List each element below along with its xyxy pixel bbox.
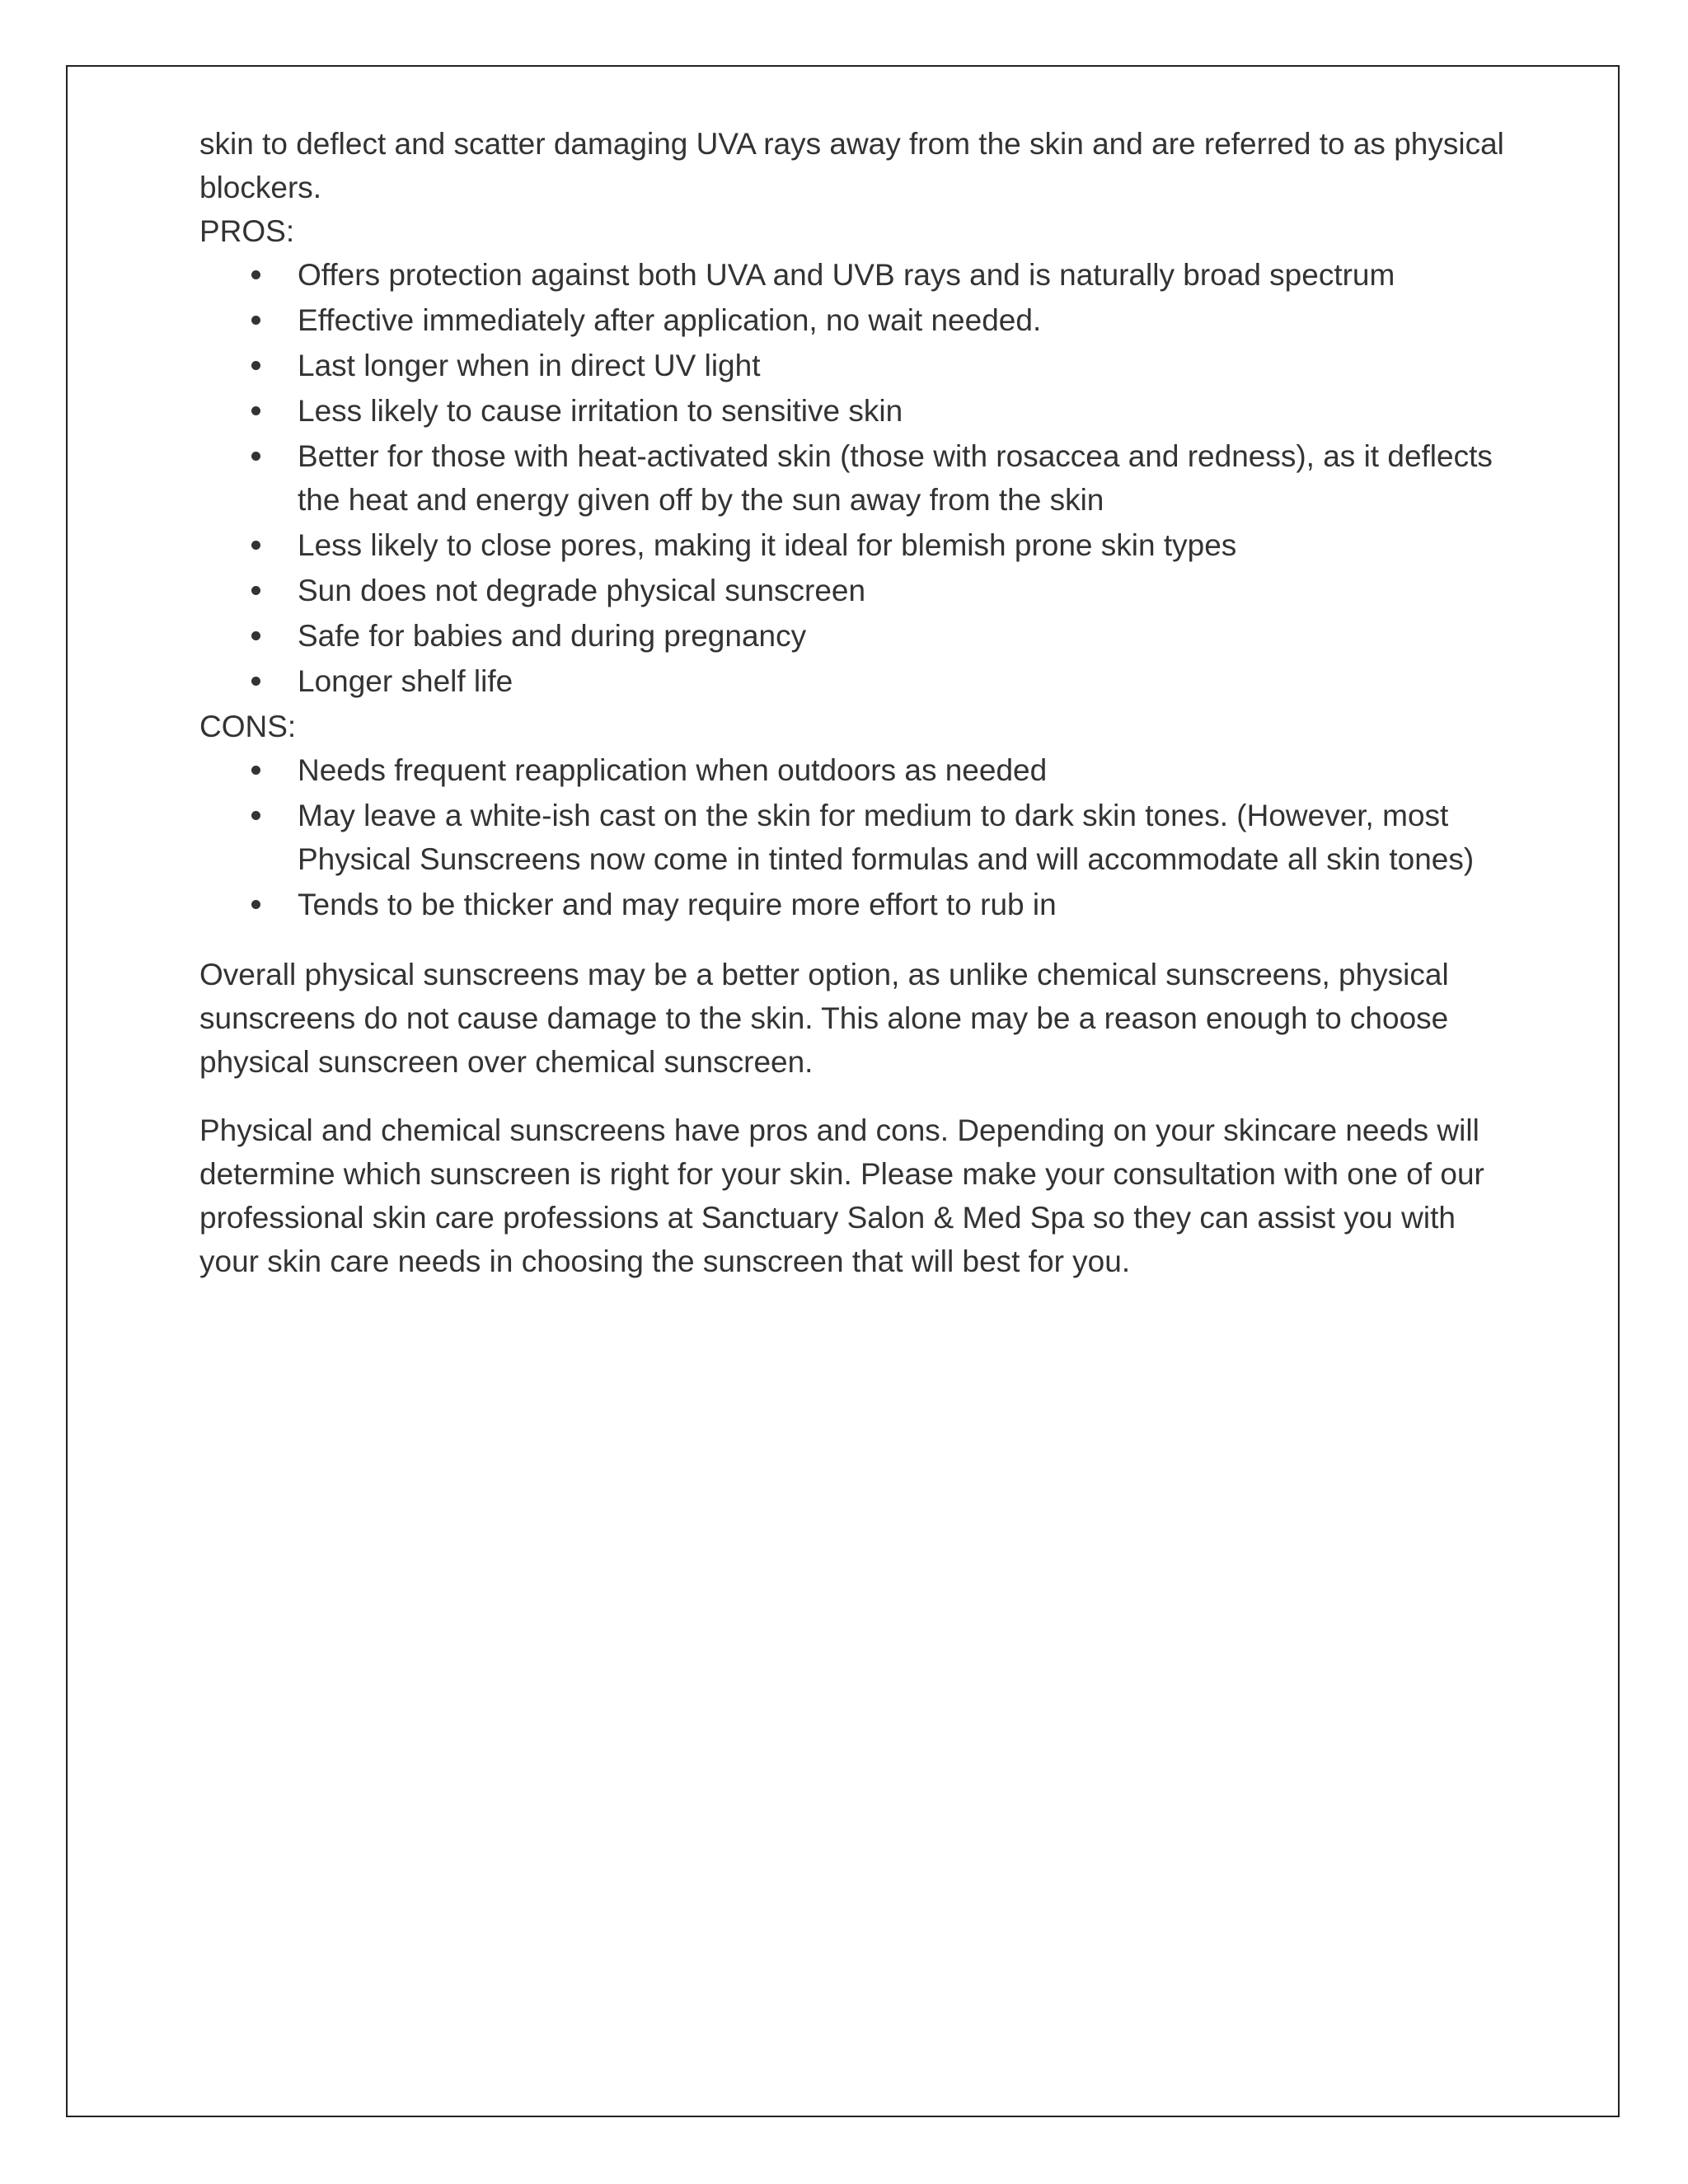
document-body [199,122,1510,1283]
bullet-icon [251,631,260,640]
list-item [199,569,1510,612]
bullet-icon [251,541,260,550]
list-item-text: Offers protection against both UVA and UVB rays and is naturally broad spectrum [298,258,1395,292]
cons-list [199,748,1510,926]
closing-paragraph: Physical and chemical sunscreens have pros and cons. Depending on your skincare needs will determine which sunscreen is right for your skin. Please make your consultation with one of our professional skin care professions at Sanctuary Salon & Med Spa so they can assist you with your skin care needs in choosing the sunscreen that will best for you. [199,1113,1484,1278]
list-item-text: Better for those with heat-activated skin (those with rosaccea and redness), as it deflects the heat and energy given off by the sun away from the skin [298,439,1493,517]
bullet-icon [251,452,260,461]
bullet-icon [251,900,260,909]
spacer [199,928,1510,953]
bullet-icon [251,316,260,325]
list-item-text: Effective immediately after application, no wait needed. [298,303,1042,337]
overall-paragraph: Overall physical sunscreens may be a better option, as unlike chemical sunscreens, physical sunscreens do not cause damage to the skin. This alone may be a reason enough to choose physical sunscreen over chemical sunscreen. [199,958,1449,1079]
list-item-text: Longer shelf life [298,664,513,698]
list-item-text: Less likely to close pores, making it ideal for blemish prone skin types [298,528,1237,562]
list-item [199,794,1510,881]
list-item [199,253,1510,297]
spacer [199,1084,1510,1108]
bullet-icon [251,406,260,415]
pros-heading: PROS: [199,214,295,248]
bullet-icon [251,361,260,370]
intro-paragraph: skin to deflect and scatter damaging UVA rays away from the skin and are referred to as physical blockers. [199,127,1504,204]
bullet-icon [251,270,260,279]
list-item [199,389,1510,433]
bullet-icon [251,586,260,595]
list-item [199,434,1510,522]
list-item-text: Tends to be thicker and may require more effort to rub in [298,888,1057,921]
list-item [199,614,1510,658]
list-item [199,748,1510,792]
bullet-icon [251,677,260,686]
cons-heading: CONS: [199,710,297,743]
list-item-text: Less likely to cause irritation to sensitive skin [298,394,903,428]
list-item [199,344,1510,387]
list-item-text: Safe for babies and during pregnancy [298,619,807,653]
pros-list [199,253,1510,703]
bullet-icon [251,766,260,775]
list-item-text: Last longer when in direct UV light [298,349,761,382]
list-item [199,659,1510,703]
list-item [199,883,1510,926]
list-item [199,523,1510,567]
list-item-text: Needs frequent reapplication when outdoors as needed [298,753,1048,787]
list-item-text: Sun does not degrade physical sunscreen [298,574,866,607]
list-item-text: May leave a white-ish cast on the skin for medium to dark skin tones. (However, most Physical Sunscreens now come in tinted formulas and will accommodate all skin tones) [298,799,1475,876]
bullet-icon [251,811,260,820]
list-item [199,298,1510,342]
